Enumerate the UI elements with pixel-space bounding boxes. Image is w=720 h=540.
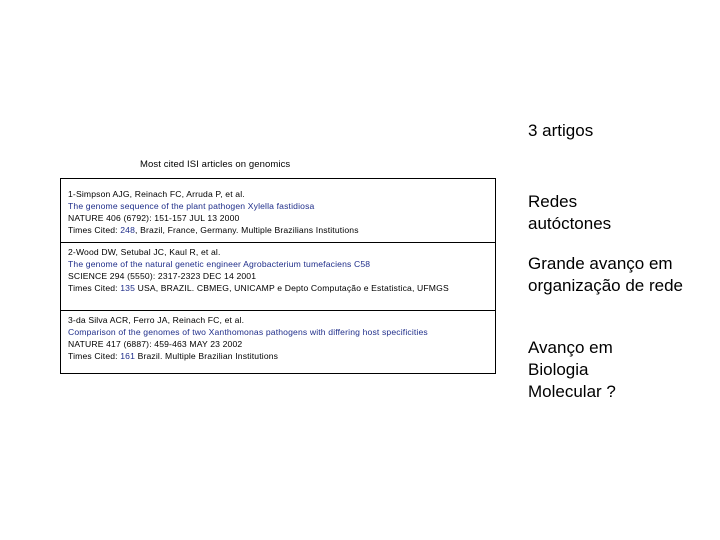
note-avanco-rede: Grande avanço em organização de rede xyxy=(528,254,684,295)
article-authors: 3-da Silva ACR, Ferro JA, Reinach FC, et al. xyxy=(68,315,245,325)
article-title[interactable]: The genome of the natural genetic engineer Agrobacterium tumefaciens C58 xyxy=(68,259,371,269)
cited-detail: , Brazil, France, Germany. Multiple Brazilians Institutions xyxy=(135,225,359,235)
article-row-3 xyxy=(61,314,495,362)
cited-detail: USA, BRAZIL. CBMEG, UNICAMP e Depto Computação e Estatistica, UFMGS xyxy=(135,283,449,293)
article-source: NATURE 406 (6792): 151-157 JUL 13 2000 xyxy=(68,213,240,223)
cited-label: Times Cited: xyxy=(68,351,121,361)
article-citations xyxy=(68,350,495,362)
article-authors: 2-Wood DW, Setubal JC, Kaul R, et al. xyxy=(68,247,221,257)
article-row-2 xyxy=(61,246,495,294)
table-caption: Most cited ISI articles on genomics xyxy=(140,159,291,170)
cited-count: 135 xyxy=(120,283,136,293)
article-row-1 xyxy=(61,188,495,236)
cited-count: 161 xyxy=(120,351,136,361)
row-divider xyxy=(61,242,495,243)
note-redes: Redes autóctones xyxy=(528,192,612,233)
cited-count: 248 xyxy=(120,225,136,235)
row-divider xyxy=(61,310,495,311)
article-title[interactable]: Comparison of the genomes of two Xanthomonas pathogens with differing host specificities xyxy=(68,327,428,337)
article-title[interactable]: The genome sequence of the plant pathogen Xylella fastidiosa xyxy=(68,201,315,211)
cited-label: Times Cited: xyxy=(68,225,121,235)
heading-right: 3 artigos xyxy=(528,121,594,140)
cited-label: Times Cited: xyxy=(68,283,121,293)
cited-detail: Brazil. Multiple Brazilian Institutions xyxy=(135,351,279,361)
articles-table xyxy=(60,178,496,374)
article-authors: 1-Simpson AJG, Reinach FC, Arruda P, et al. xyxy=(68,189,245,199)
article-citations xyxy=(68,282,495,294)
article-citations xyxy=(68,224,495,236)
article-source: SCIENCE 294 (5550): 2317-2323 DEC 14 2001 xyxy=(68,271,257,281)
article-source: NATURE 417 (6887): 459-463 MAY 23 2002 xyxy=(68,339,243,349)
note-biologia: Avanço em Biologia Molecular ? xyxy=(528,338,616,401)
